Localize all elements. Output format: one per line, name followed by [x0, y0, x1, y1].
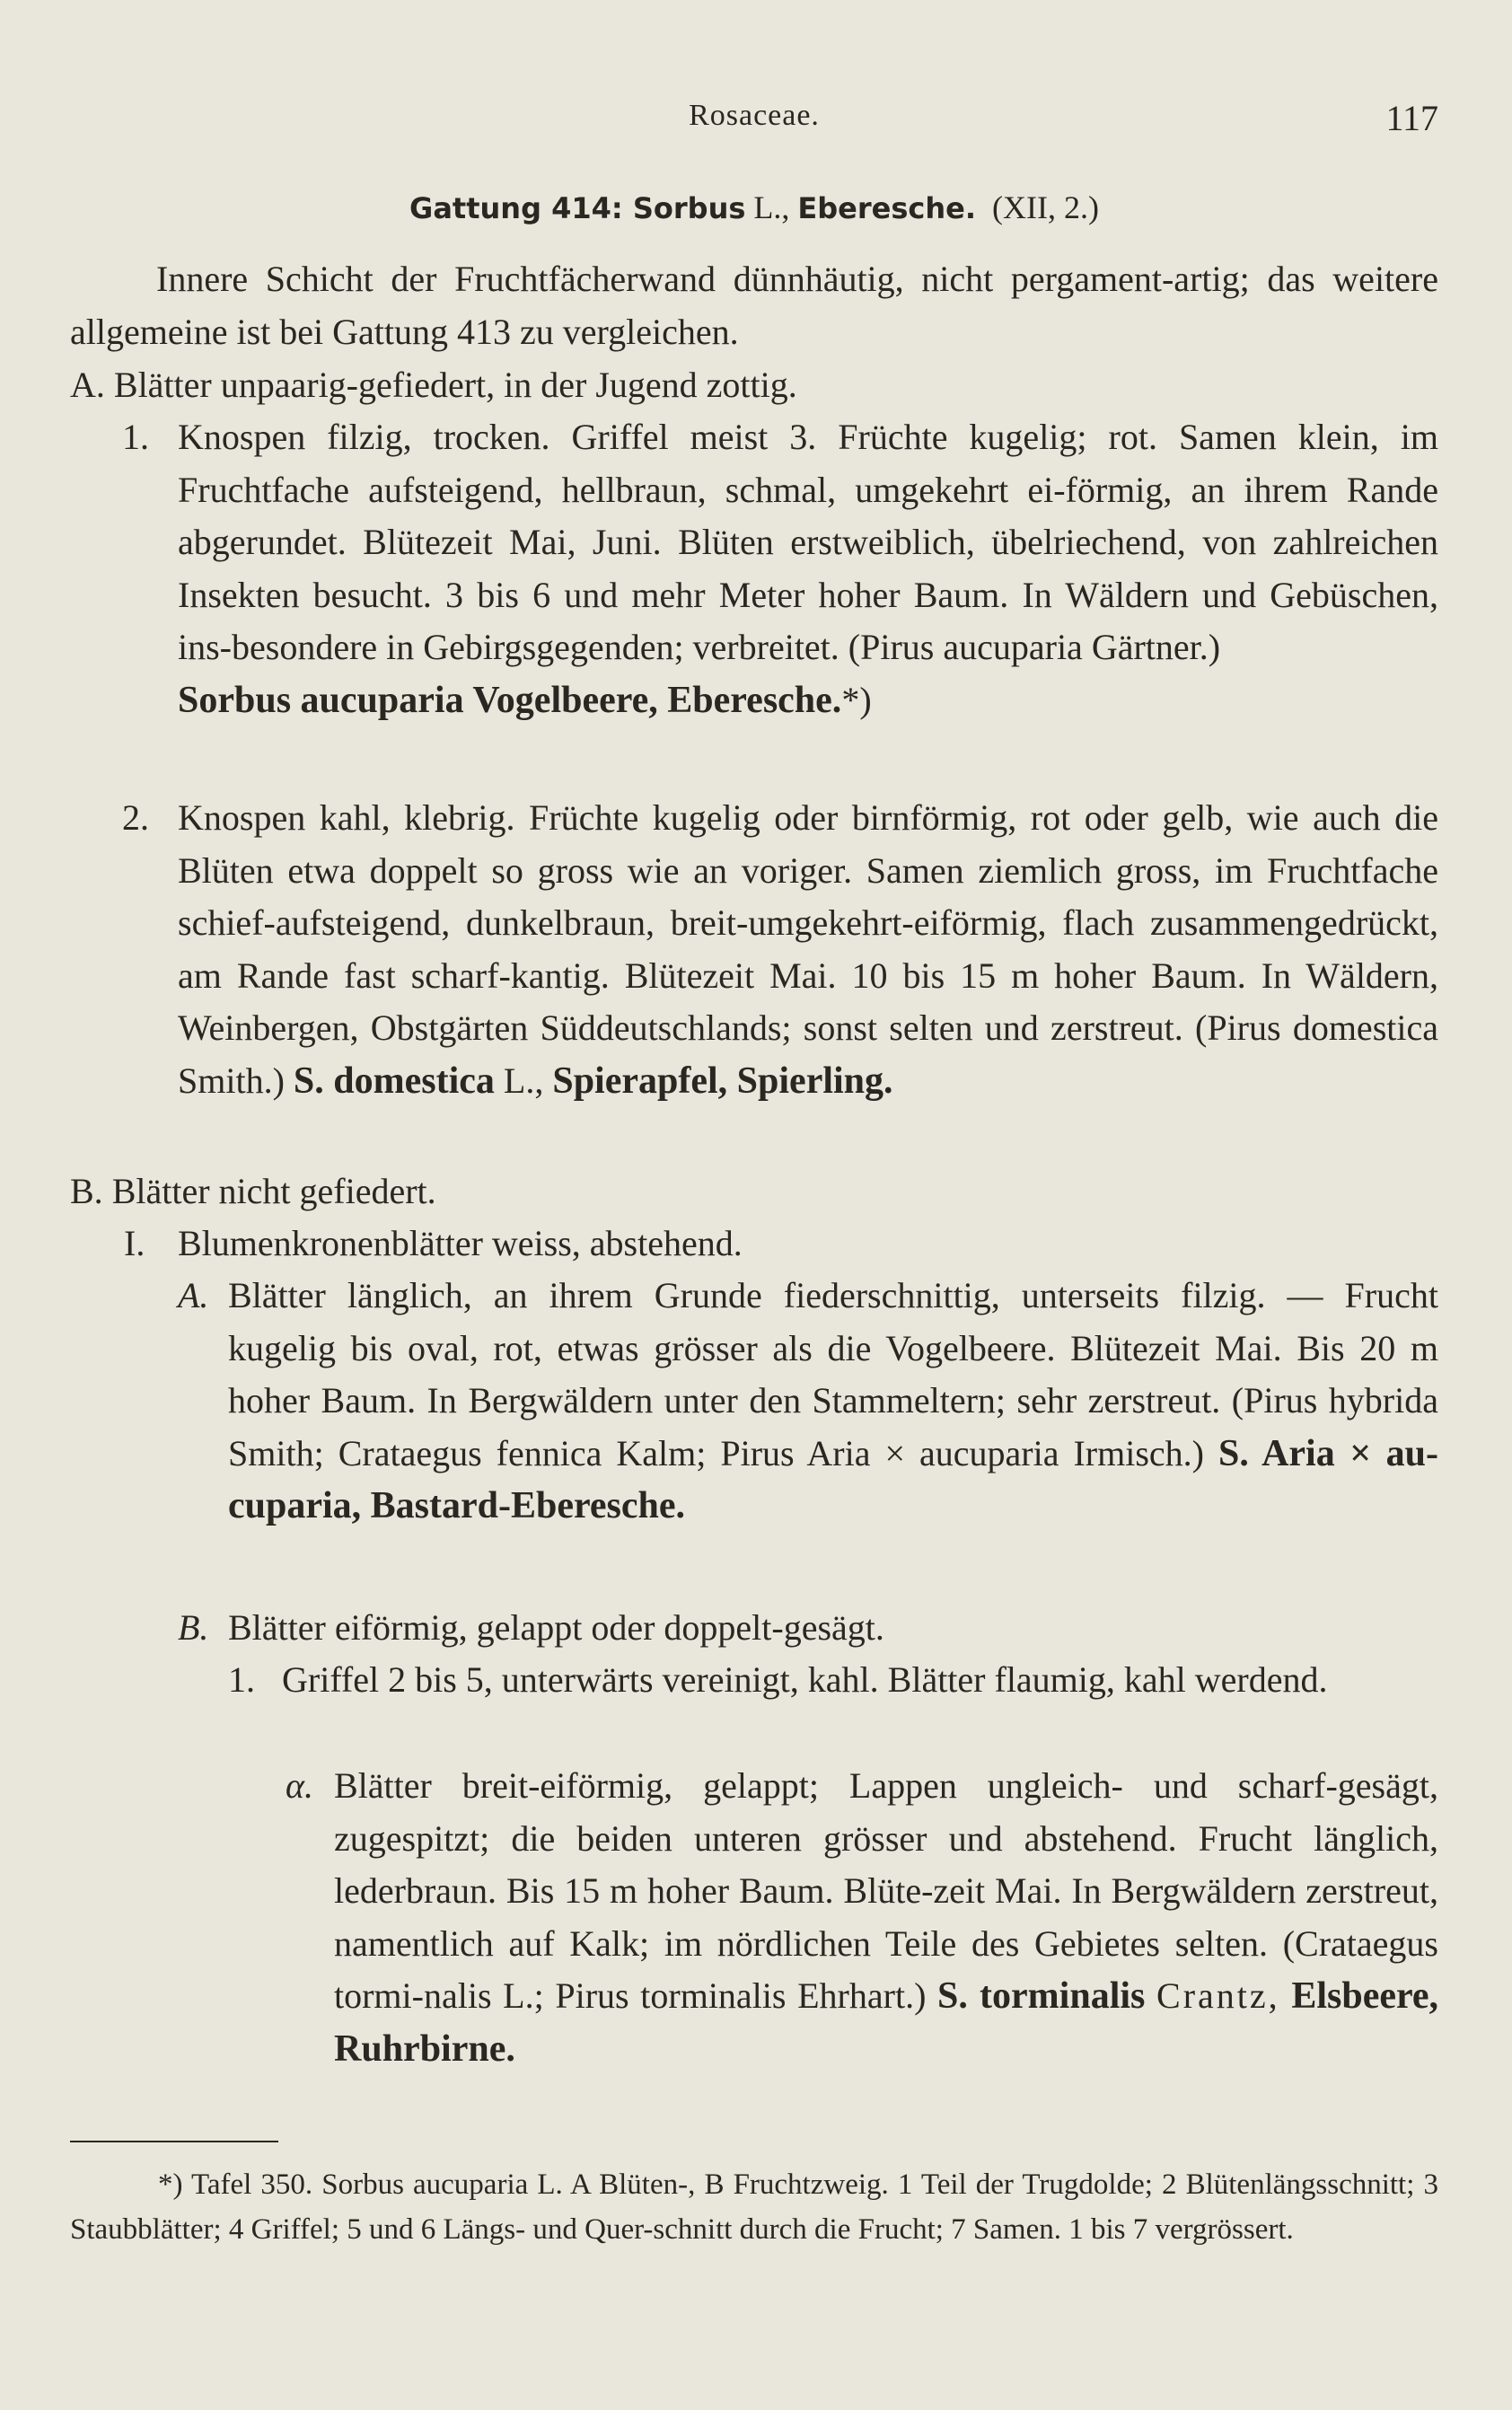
- item-2-label: 2.: [122, 797, 149, 838]
- section-b: [70, 1165, 1438, 1218]
- item-i-a: [178, 1270, 1438, 1533]
- footnote-divider: [70, 2141, 278, 2142]
- genus-author: L.,: [753, 189, 790, 225]
- section-a: [70, 359, 1438, 412]
- page-number: 117: [1385, 98, 1438, 138]
- item-1-species: Sorbus aucuparia Vogelbeere, Eberesche.: [178, 679, 842, 721]
- item-1-text: Knospen filzig, trocken. Griffel meist 3. Früchte kugelig; rot. Samen klein, im Fruchtfache aufsteigend, hellbraun, schmal, umgekehrt ei-förmig, an ihrem Rande abgerundet. Blütezeit Mai, Juni. Blüten erstweiblich, übelriechend, von zahlreichen Insekten besucht. 3 bis 6 und mehr Meter hoher Baum. In Wäldern und Gebüschen, ins-besondere in Gebirgsgegenden; verbreitet. (Pirus aucuparia Gärtner.): [178, 417, 1438, 667]
- item-2: [124, 792, 1438, 1107]
- item-1-label: 1.: [122, 417, 149, 457]
- footnote: *) Tafel 350. Sorbus aucuparia L. A Blüten-, B Fruchtzweig. 1 Teil der Trugdolde; 2 Blütenlängsschnitt; 3 Staubblätter; 4 Griffel; 5 und 6 Längs- und Quer-schnitt durch die Frucht; 7 Samen. 1 bis 7 vergrössert.: [70, 2168, 1438, 2246]
- genus-heading: [70, 189, 1438, 226]
- section-b-text: Blätter nicht gefiedert.: [111, 1171, 436, 1211]
- item-i-b-1-alpha: [282, 1760, 1438, 2075]
- running-header: [70, 97, 1438, 142]
- item-i-text: Blumenkronenblätter weiss, abstehend.: [178, 1223, 743, 1263]
- genus-name: Gattung 414: Sorbus: [409, 191, 746, 225]
- header-title: Rosaceae.: [689, 99, 820, 132]
- item-2-species: S. domestica: [293, 1060, 495, 1102]
- item-alpha-common-name: Elsbeere, Ruhrbirne.: [334, 1975, 1439, 2070]
- section-a-text: Blätter unpaarig-gefiedert, in der Jugend zottig.: [113, 365, 797, 405]
- item-i-a-species: S. Aria × au-cuparia, Bastard-Eberesche.: [228, 1432, 1438, 1526]
- genus-common-name: Eberesche.: [797, 191, 976, 225]
- item-2-text: Knospen kahl, klebrig. Früchte kugelig oder birnförmig, rot oder gelb, wie auch die Blüten etwa doppelt so gross wie an voriger. Samen ziemlich gross, im Fruchtfache schief-aufsteigend, dunkelbraun, breit-umgekehrt-eiförmig, flach zusammengedrückt, am Rande fast scharf-kantig. Blütezeit Mai. 10 bis 15 m hoher Baum. In Wäldern, Weinbergen, Obstgärten Süddeutschlands; sonst selten und zerstreut. (Pirus domestica Smith.): [178, 797, 1438, 1101]
- item-i-b-1-label: 1.: [228, 1659, 255, 1700]
- intro-paragraph: Innere Schicht der Fruchtfächerwand dünnhäutig, nicht pergament-artig; das weitere allgemeine ist bei Gattung 413 zu vergleichen.: [70, 259, 1438, 352]
- item-i-a-label: A.: [178, 1275, 209, 1315]
- item-i-b-text: Blätter eiförmig, gelappt oder doppelt-gesägt.: [228, 1607, 884, 1648]
- item-i-b-label: B.: [178, 1607, 209, 1648]
- item-i: [124, 1218, 1438, 1271]
- item-i-a-text: Blätter länglich, an ihrem Grunde fiederschnittig, unterseits filzig. — Frucht kugelig bis oval, rot, etwas grösser als die Vogelbeere. Blütezeit Mai. Bis 20 m hoher Baum. In Bergwäldern unter den Stammeltern; sehr zerstreut. (Pirus hybrida Smith; Crataegus fennica Kalm; Pirus Aria × aucuparia Irmisch.): [228, 1275, 1438, 1473]
- item-2-author: L.,: [503, 1060, 544, 1101]
- item-1: [124, 411, 1438, 726]
- item-i-b-1: [228, 1654, 1438, 1707]
- item-i-b: [178, 1602, 1438, 1655]
- footnote-mark: *): [841, 679, 872, 720]
- linnaean-class: (XII, 2.): [992, 189, 1099, 225]
- item-alpha-label: α.: [286, 1765, 313, 1806]
- item-alpha-species: S. torminalis: [937, 1975, 1146, 2017]
- item-alpha-text: Blätter breit-eiförmig, gelappt; Lappen ungleich- und scharf-gesägt, zugespitzt; die beiden unteren grösser und abstehend. Frucht länglich, lederbraun. Bis 15 m hoher Baum. Blüte-zeit Mai. In Bergwäldern zerstreut, namentlich auf Kalk; im nördlichen Teile des Gebietes selten. (Crataegus tormi-nalis L.; Pirus torminalis Ehrhart.): [334, 1765, 1438, 2016]
- section-b-label: B.: [70, 1171, 103, 1211]
- item-i-b-1-text: Griffel 2 bis 5, unterwärts vereinigt, kahl. Blätter flaumig, kahl werdend.: [282, 1659, 1328, 1700]
- item-i-label: I.: [124, 1223, 145, 1263]
- section-a-label: A.: [70, 365, 105, 405]
- item-2-common-name: Spierapfel, Spierling.: [552, 1060, 893, 1102]
- item-alpha-author: Crantz,: [1156, 1975, 1280, 2016]
